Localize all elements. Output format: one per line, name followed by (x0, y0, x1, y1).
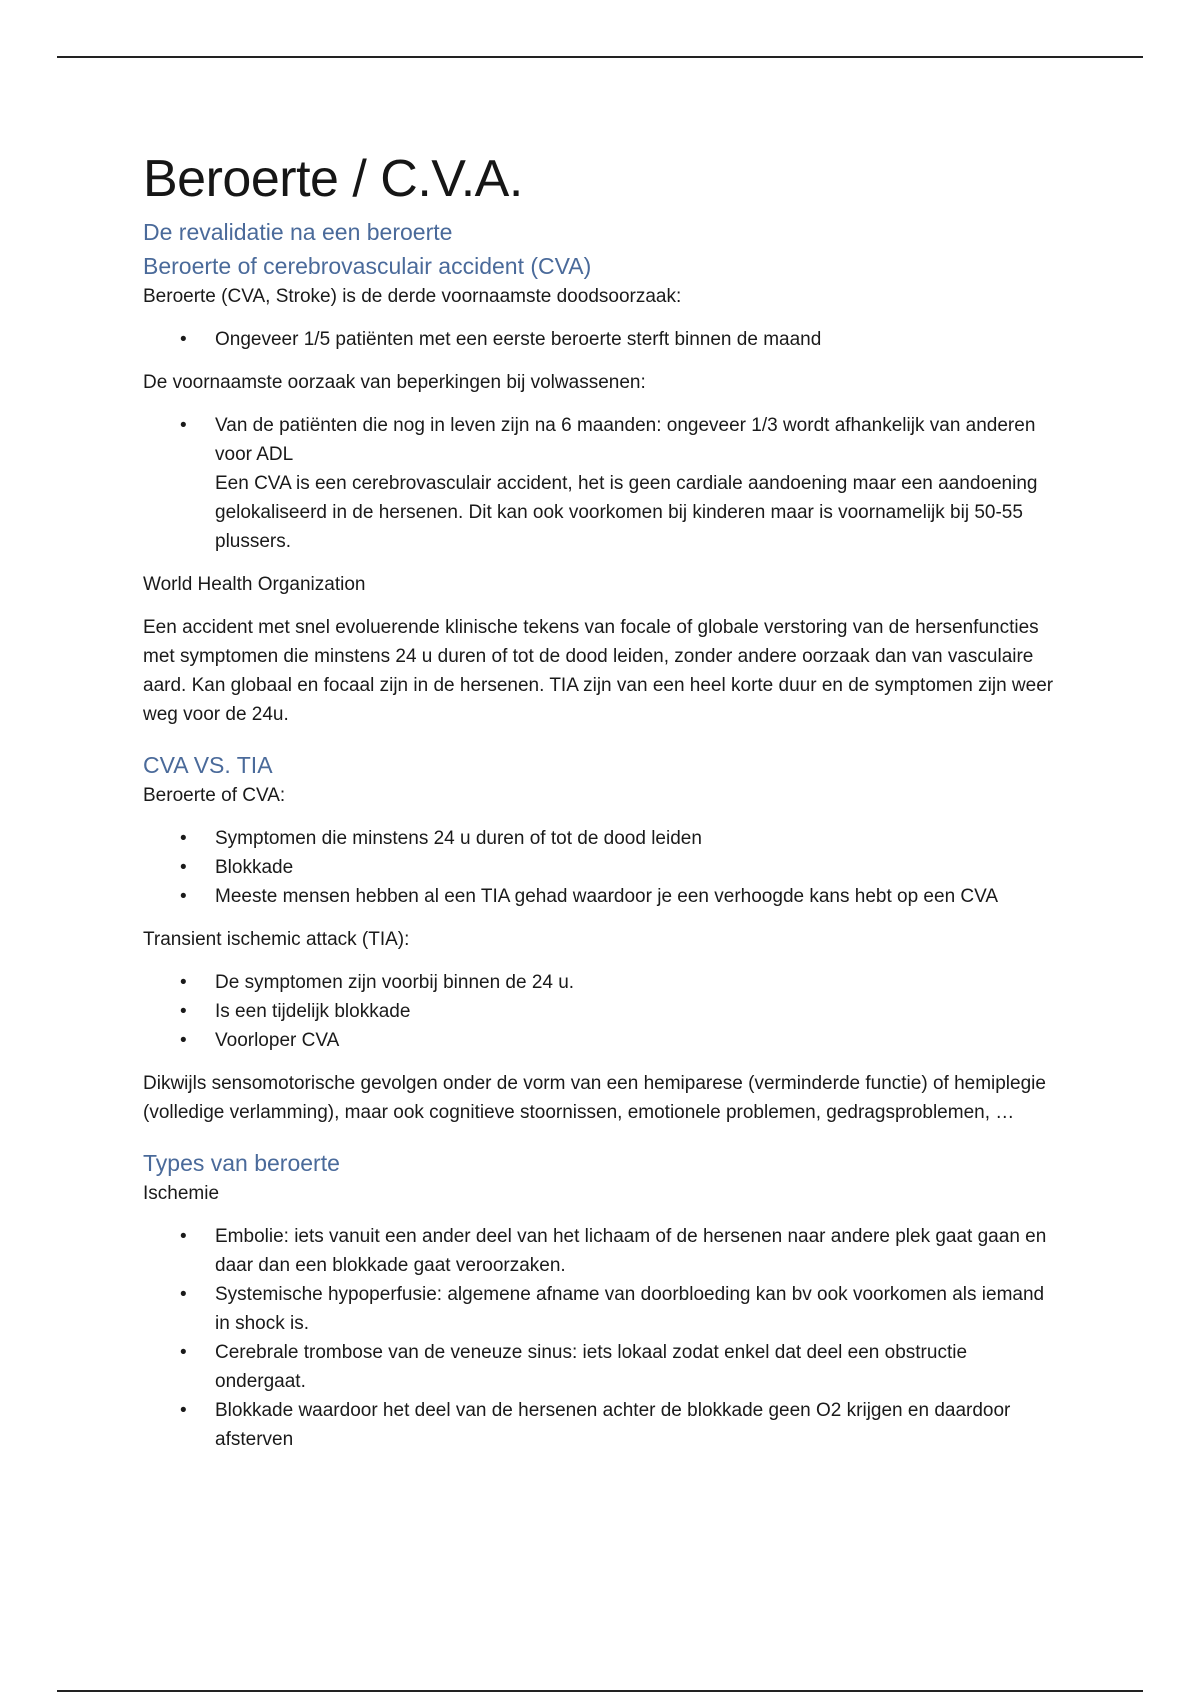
list-item (143, 882, 1063, 911)
bullet-icon: • (180, 1001, 187, 1022)
bullet-icon: • (180, 415, 187, 436)
bullet-list-ischemie (143, 1222, 1063, 1454)
list-item (143, 1026, 1063, 1055)
list-item (143, 968, 1063, 997)
bullet-icon: • (180, 972, 187, 993)
list-item-text: Ongeveer 1/5 patiënten met een eerste beroerte sterft binnen de maand (215, 329, 822, 350)
heading-cva: Beroerte of cerebrovasculair accident (CVA) (143, 253, 592, 279)
bullet-list-adl (143, 411, 1063, 556)
list-item (143, 853, 1063, 882)
paragraph-ischemie: Ischemie (143, 1183, 220, 1204)
list-item-text: Is een tijdelijk blokkade (215, 1001, 411, 1022)
list-item (143, 325, 1063, 354)
footer-rule (57, 1690, 1143, 1692)
heading-revalidatie: De revalidatie na een beroerte (143, 219, 453, 245)
paragraph-beroerte-cva: Beroerte of CVA: (143, 785, 286, 806)
bullet-icon: • (180, 857, 187, 878)
paragraph-definitie: Een accident met snel evoluerende klinische tekens van focale of globale verstoring van de hersenfuncties met symptomen die minstens 24 u duren of tot de dood leiden, zonder andere oorzaak dan van vasculaire aard. Kan globaal en focaal zijn in de hersenen. TIA zijn van een heel korte duur en de symptomen zijn weer weg voor de 24u. (143, 617, 1054, 725)
list-item-text: Meeste mensen hebben al een TIA gehad waardoor je een verhoogde kans hebt op een CVA (215, 886, 999, 907)
bullet-icon: • (180, 329, 187, 350)
bullet-list-cva (143, 824, 1063, 911)
list-item (143, 1338, 1063, 1396)
bullet-list-tia (143, 968, 1063, 1055)
list-item-text: Blokkade waardoor het deel van de hersenen achter de blokkade geen O2 krijgen en daardoor afsterven (215, 1400, 1011, 1450)
paragraph-who: World Health Organization (143, 574, 366, 595)
list-item-text: Embolie: iets vanuit een ander deel van het lichaam of de hersenen naar andere plek gaat gaan en daar dan een blokkade gaat veroorzaken. (215, 1226, 1047, 1276)
list-item-text: Van de patiënten die nog in leven zijn na 6 maanden: ongeveer 1/3 wordt afhankelijk van anderen voor ADL (215, 415, 1036, 465)
heading-cva-vs-tia: CVA VS. TIA (143, 752, 273, 778)
list-item-text: Cerebrale trombose van de veneuze sinus: iets lokaal zodat enkel dat deel een obstructie ondergaat. (215, 1342, 968, 1392)
paragraph-intro: Beroerte (CVA, Stroke) is de derde voornaamste doodsoorzaak: (143, 286, 682, 307)
heading-types: Types van beroerte (143, 1150, 340, 1176)
list-item (143, 1396, 1063, 1454)
list-item (143, 824, 1063, 853)
list-item-text: De symptomen zijn voorbij binnen de 24 u. (215, 972, 575, 993)
bullet-icon: • (180, 1030, 187, 1051)
bullet-icon: • (180, 1284, 187, 1305)
bullet-icon: • (180, 828, 187, 849)
bullet-icon: • (180, 886, 187, 907)
list-item-text: Voorloper CVA (215, 1030, 340, 1051)
bullet-icon: • (180, 1400, 187, 1421)
header-rule (57, 56, 1143, 58)
document-body (143, 150, 1063, 1468)
list-item-text: Symptomen die minstens 24 u duren of tot de dood leiden (215, 828, 702, 849)
list-item (143, 1222, 1063, 1280)
document-title: Beroerte / C.V.A. (143, 150, 523, 208)
bullet-icon: • (180, 1226, 187, 1247)
list-item (143, 411, 1063, 556)
list-item-text: Blokkade (215, 857, 294, 878)
paragraph-beperkingen: De voornaamste oorzaak van beperkingen bij volwassenen: (143, 372, 646, 393)
bullet-icon: • (180, 1342, 187, 1363)
list-item (143, 997, 1063, 1026)
paragraph-gevolgen: Dikwijls sensomotorische gevolgen onder de vorm van een hemiparese (verminderde functie) of hemiplegie (volledige verlamming), maar ook cognitieve stoornissen, emotionele problemen, gedragsproblemen, … (143, 1073, 1046, 1123)
list-item-continuation: Een CVA is een cerebrovasculair accident, het is geen cardiale aandoening maar een aandoening gelokaliseerd in de hersenen. Dit kan ook voorkomen bij kinderen maar is voornamelijk bij 50-55 plussers. (215, 473, 1038, 552)
list-item (143, 1280, 1063, 1338)
list-item-text: Systemische hypoperfusie: algemene afname van doorbloeding kan bv ook voorkomen als iemand in shock is. (215, 1284, 1045, 1334)
paragraph-tia: Transient ischemic attack (TIA): (143, 929, 410, 950)
bullet-list-mortality (143, 325, 1063, 354)
